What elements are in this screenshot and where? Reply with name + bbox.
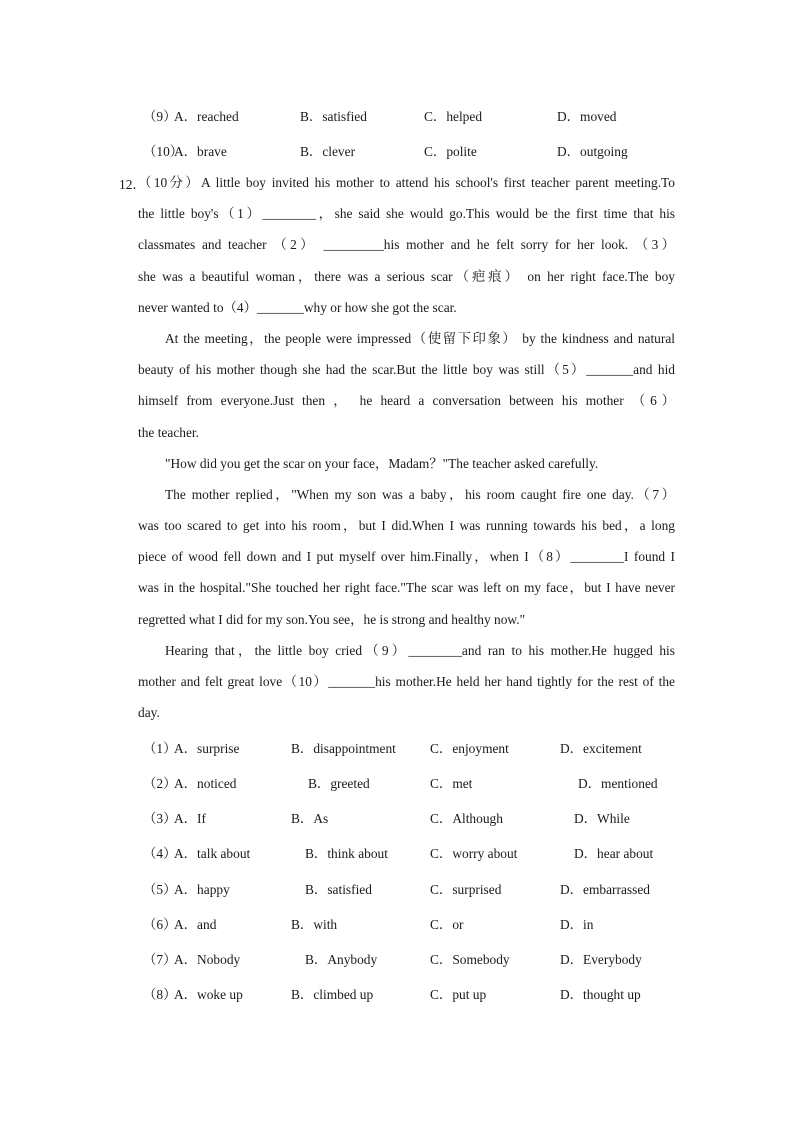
- option-number: （5）: [143, 882, 177, 897]
- passage-line: day.: [138, 705, 160, 721]
- option-c: C．met: [430, 776, 473, 791]
- option-a: A．If: [174, 811, 206, 826]
- passage-line: At the meeting，the people were impressed（使留下印象） by the kindness and natural: [165, 330, 675, 346]
- option-d: D．thought up: [560, 987, 641, 1002]
- option-d: D．excitement: [560, 741, 642, 756]
- option-a: A．Nobody: [174, 952, 241, 967]
- option-row: [0, 914, 794, 934]
- option-c: C．put up: [430, 987, 487, 1002]
- option-row: [0, 106, 794, 126]
- passage-line: （10分）A little boy invited his mother to attend his school's first teacher parent meeting.To: [138, 175, 675, 190]
- option-c: C．helped: [424, 109, 483, 124]
- option-a: A．brave: [174, 144, 227, 159]
- option-number: （6）: [143, 917, 177, 932]
- option-b: B．satisfied: [305, 882, 372, 897]
- option-row: [0, 808, 794, 828]
- option-b: B．climbed up: [291, 987, 374, 1002]
- option-c: C．enjoyment: [430, 741, 509, 756]
- passage-line: she was a beautiful woman，there was a serious scar（疤痕） on her right face.The boy: [138, 268, 675, 284]
- passage-line: classmates and teacher （2） _________his mother and he felt sorry for her look. （3）: [138, 237, 675, 253]
- option-d: D．Everybody: [560, 952, 642, 967]
- passage-line: himself from everyone.Just then ， he heard a conversation between his mother （6）: [138, 393, 675, 409]
- option-d: D．moved: [557, 109, 617, 124]
- passage-line: the little boy's（1）________，she said she would go.This would be the first time that his: [138, 206, 675, 222]
- option-c: C．Although: [430, 811, 503, 826]
- option-d: D．While: [574, 811, 630, 826]
- option-b: B．with: [291, 917, 338, 932]
- passage-line: beauty of his mother though she had the scar.But the little boy was still（5）_______and hid: [138, 362, 675, 378]
- option-b: B．greeted: [308, 776, 370, 791]
- option-c: C．polite: [424, 144, 477, 159]
- option-number: （4）: [143, 846, 177, 861]
- passage-line: Hearing that，the little boy cried（9）________and ran to his mother.He hugged his: [165, 642, 675, 658]
- option-d: D．outgoing: [557, 144, 628, 159]
- option-c: C．surprised: [430, 882, 502, 897]
- option-number: （7）: [143, 952, 177, 967]
- option-b: B．clever: [300, 144, 356, 159]
- option-number: （9）: [143, 109, 177, 124]
- option-b: B．disappointment: [291, 741, 396, 756]
- option-a: A．and: [174, 917, 217, 932]
- passage-line: regretted what I did for my son.You see，he is strong and healthy now.": [138, 611, 526, 627]
- passage-line: "How did you get the scar on your face，Madam？"The teacher asked carefully.: [165, 455, 599, 471]
- option-row: [0, 949, 794, 969]
- option-c: C．worry about: [430, 846, 518, 861]
- option-a: A．reached: [174, 109, 239, 124]
- option-a: A．talk about: [174, 846, 251, 861]
- option-row: [0, 773, 794, 793]
- passage: [138, 167, 675, 728]
- option-b: B．As: [291, 811, 329, 826]
- option-row: [0, 843, 794, 863]
- option-c: C．or: [430, 917, 464, 932]
- option-b: B．satisfied: [300, 109, 367, 124]
- option-a: A．happy: [174, 882, 230, 897]
- passage-line: mother and felt great love（10）_______his mother.He held her hand tightly for the rest of the: [138, 674, 675, 689]
- question-number: 12．: [119, 177, 146, 192]
- option-number: （3）: [143, 811, 177, 826]
- option-a: A．surprise: [174, 741, 240, 756]
- passage-line: The mother replied，"When my son was a baby，his room caught fire one day.（7）: [165, 486, 675, 502]
- passage-line: the teacher.: [138, 424, 199, 440]
- option-d: D．embarrassed: [560, 882, 650, 897]
- option-number: （8）: [143, 987, 177, 1002]
- option-row: [0, 984, 794, 1004]
- passage-line: piece of wood fell down and I put myself over him.Finally，when I（8）________I found I: [138, 549, 675, 565]
- option-d: D．hear about: [574, 846, 654, 861]
- option-d: D．mentioned: [578, 776, 658, 791]
- passage-line: was too scared to get into his room，but I did.When I was running towards his bed，a long: [138, 518, 675, 534]
- option-a: A．woke up: [174, 987, 243, 1002]
- option-a: A．noticed: [174, 776, 237, 791]
- passage-line: never wanted to（4）_______why or how she got the scar.: [138, 299, 457, 315]
- option-b: B．think about: [305, 846, 388, 861]
- option-row: [0, 879, 794, 899]
- option-row: [0, 738, 794, 758]
- option-d: D．in: [560, 917, 594, 932]
- option-number: （2）: [143, 776, 177, 791]
- option-number: （10）: [143, 144, 184, 159]
- option-b: B．Anybody: [305, 952, 378, 967]
- option-row: [0, 141, 794, 161]
- passage-line: was in the hospital."She touched her right face."The scar was left on my face，but I have never: [138, 580, 675, 596]
- option-number: （1）: [143, 741, 177, 756]
- option-c: C．Somebody: [430, 952, 510, 967]
